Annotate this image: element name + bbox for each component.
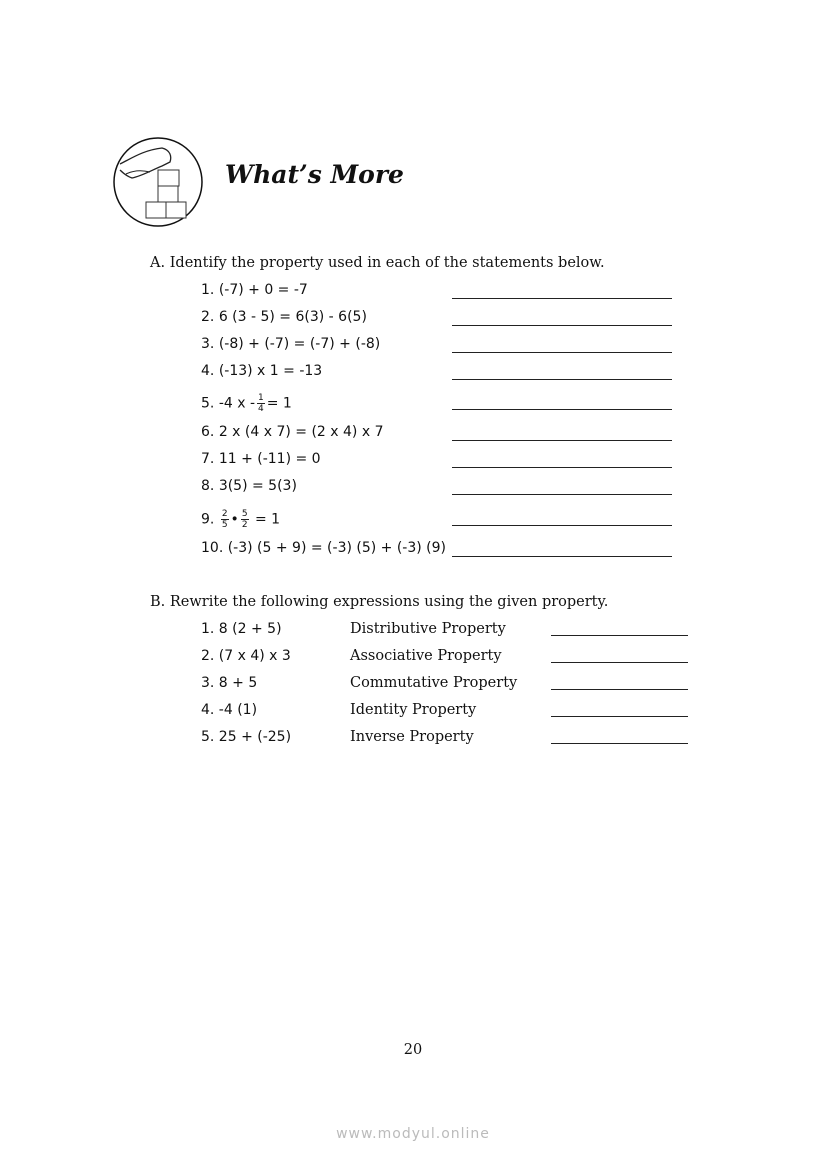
question-item (201, 336, 380, 352)
fraction (257, 393, 265, 414)
dot-operator: • (230, 511, 239, 528)
property-name: Inverse Property (350, 729, 474, 745)
question-text: 2 x (4 x 7) = (2 x 4) x 7 (218, 424, 384, 440)
property-name: Commutative Property (350, 675, 518, 691)
question-item (201, 309, 367, 325)
answer-blank[interactable] (452, 525, 672, 526)
part-b-instruction: B. Rewrite the following expressions using the given property. (150, 594, 609, 610)
question-item (201, 540, 446, 556)
numerator: 5 (241, 509, 248, 519)
question-text: 3(5) = 5(3) (218, 478, 297, 494)
question-item (201, 393, 292, 414)
fraction (241, 509, 249, 530)
question-number: 6. (201, 424, 215, 440)
answer-blank[interactable] (551, 689, 688, 690)
question-number: 9. (201, 511, 215, 528)
answer-blank[interactable] (452, 440, 672, 441)
watermark: www.modyul.online (336, 1126, 490, 1142)
question-text: = 1 (255, 511, 281, 528)
question-number: 5. (201, 395, 215, 412)
answer-blank[interactable] (452, 467, 672, 468)
denominator: 5 (221, 520, 228, 530)
answer-blank[interactable] (452, 325, 672, 326)
page-number: 20 (403, 1042, 423, 1058)
denominator: 2 (241, 520, 248, 530)
answer-blank[interactable] (452, 409, 672, 410)
expression: 5. 25 + (-25) (201, 729, 292, 745)
question-number: 1. (201, 282, 215, 298)
question-text: -4 x - (218, 395, 256, 412)
question-text: (-8) + (-7) = (-7) + (-8) (218, 336, 381, 352)
answer-blank[interactable] (452, 379, 672, 380)
question-number: 4. (201, 363, 215, 379)
question-item (201, 509, 280, 530)
question-item (201, 363, 322, 379)
question-number: 7. (201, 451, 215, 467)
property-name: Associative Property (350, 648, 502, 664)
fraction (221, 509, 229, 530)
expression: 1. 8 (2 + 5) (201, 621, 282, 637)
question-text: (-7) + 0 = -7 (218, 282, 308, 298)
question-text: 6 (3 - 5) = 6(3) - 6(5) (218, 309, 367, 325)
question-item (201, 451, 321, 467)
property-name: Distributive Property (350, 621, 506, 637)
question-text: (-3) (5 + 9) = (-3) (5) + (-3) (9) (227, 540, 447, 556)
denominator: 4 (258, 404, 264, 414)
answer-blank[interactable] (452, 298, 672, 299)
question-text: 11 + (-11) = 0 (218, 451, 321, 467)
expression: 4. -4 (1) (201, 702, 258, 718)
question-item (201, 478, 297, 494)
property-name: Identity Property (350, 702, 477, 718)
expression: 2. (7 x 4) x 3 (201, 648, 291, 664)
part-a-instruction: A. Identify the property used in each of the statements below. (150, 255, 605, 271)
question-text: = 1 (266, 395, 292, 412)
question-item (201, 282, 308, 298)
numerator: 1 (258, 393, 264, 403)
answer-blank[interactable] (551, 743, 688, 744)
answer-blank[interactable] (551, 635, 688, 636)
expression: 3. 8 + 5 (201, 675, 258, 691)
hand-stacking-blocks-icon (112, 136, 204, 228)
question-number: 2. (201, 309, 215, 325)
answer-blank[interactable] (452, 494, 672, 495)
section-title: What’s More (225, 160, 404, 189)
question-number: 10. (201, 540, 224, 556)
question-number: 3. (201, 336, 215, 352)
numerator: 2 (221, 509, 228, 519)
question-text: (-13) x 1 = -13 (218, 363, 323, 379)
answer-blank[interactable] (452, 556, 672, 557)
question-number: 8. (201, 478, 215, 494)
question-item (201, 424, 383, 440)
answer-blank[interactable] (551, 662, 688, 663)
answer-blank[interactable] (551, 716, 688, 717)
answer-blank[interactable] (452, 352, 672, 353)
